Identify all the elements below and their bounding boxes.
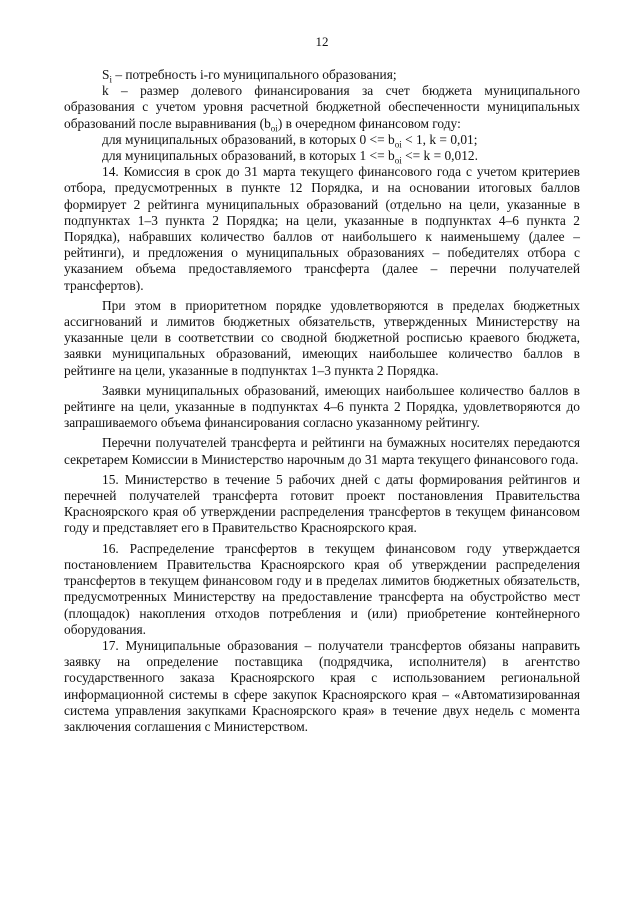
definition-k-tail: ) в очередном финансовом году:: [277, 115, 461, 131]
definition-s-i: [64, 67, 580, 83]
k-case-1: [64, 132, 580, 148]
paragraph-16: 16. Распределение трансфертов в текущем финансовом году утверждается постановлением Правительства Красноярского края об утверждении распределения трансфертов в текущем финансовом году и в пределах лимитов бюджетных обязательств, предусмотренных Министерству на предоставление трансферта на обустройство мест (площадок) накопления отходов потребления и (или) приобретение контейнерного оборудования.: [64, 540, 580, 637]
definition-k-text: k – размер долевого финансирования за счет бюджета муниципального образования с учетом уровня расчетной бюджетной обеспеченности муниципальных образований после выравнивания (b: [64, 83, 580, 131]
paragraph-14: 14. Комиссия в срок до 31 марта текущего финансового года с учетом критериев отбора, предусмотренных в пункте 12 Порядка, и на основании итоговых баллов формирует 2 рейтинга муниципальных образований (отдельно на цели, указанные в подпунктах 1–3 пункта 2 Порядка; на цели, указанные в подпунктах 4–6 пункта 2 Порядка), набравших количество баллов от наибольшего к наименьшему (далее – рейтинги), и предложения о муниципальных образованиях – победителях отбора с указанием объема предоставляемого трансферта (далее – перечни получателей трансфертов).: [64, 164, 580, 293]
k-case-2: [64, 148, 580, 164]
paragraph-15: 15. Министерство в течение 5 рабочих дней с даты формирования рейтингов и перечней получателей трансферта готовит проект постановления Правительства Красноярского края об утверждении распределения трансфертов в текущем финансовом году и представляет его в Правительство Красноярского края.: [64, 471, 580, 536]
page-number: 12: [315, 34, 329, 49]
k-case-1-text: для муниципальных образований, в которых 0 <= b: [102, 131, 395, 147]
subscript-oi: oi: [394, 155, 402, 166]
definition-s-i-text: – потребность i-го муниципального образования;: [111, 67, 397, 82]
paragraph-14-priority: При этом в приоритетном порядке удовлетворяются в пределах бюджетных ассигнований и лимитов бюджетных обязательств, утвержденных Министерству на указанные цели в соответствии со сводной бюджетной росписью краевого бюджета, заявки муниципальных образований, имеющих наибольшее количество баллов в рейтинге на цели, указанные в подпунктах 1–3 пункта 2 Порядка.: [64, 297, 580, 378]
k-case-2-text: для муниципальных образований, в которых 1 <= b: [102, 148, 395, 164]
k-case-2-tail: <= k = 0,012.: [401, 148, 478, 164]
definition-k: [64, 83, 580, 132]
subscript-oi: oi: [394, 139, 402, 150]
subscript-i: i: [109, 74, 112, 85]
k-case-1-tail: < 1, k = 0,01;: [401, 131, 478, 147]
paragraph-14-requests: Заявки муниципальных образований, имеющих наибольшее количество баллов в рейтинге на цели, указанные в подпунктах 4–6 пункта 2 Порядка, удовлетворяются до запрашиваемого объема финансирования согласно указанному рейтингу.: [64, 382, 580, 431]
symbol-s: S: [102, 67, 110, 82]
subscript-oi: oi: [270, 123, 278, 134]
paragraph-17: 17. Муниципальные образования – получатели трансфертов обязаны направить заявку на определение поставщика (подрядчика, исполнителя) в агентство государственного заказа Красноярского края с использованием региональной информационной системы в сфере закупок Красноярского края – «Автоматизированная система управления закупками Красноярского края» в течение двух недель с момента заключения соглашения с Министерством.: [64, 637, 580, 734]
paragraph-14-lists: Перечни получателей трансферта и рейтинги на бумажных носителях передаются секретарем Комиссии в Министерство нарочным до 31 марта текущего финансового года.: [64, 435, 580, 467]
